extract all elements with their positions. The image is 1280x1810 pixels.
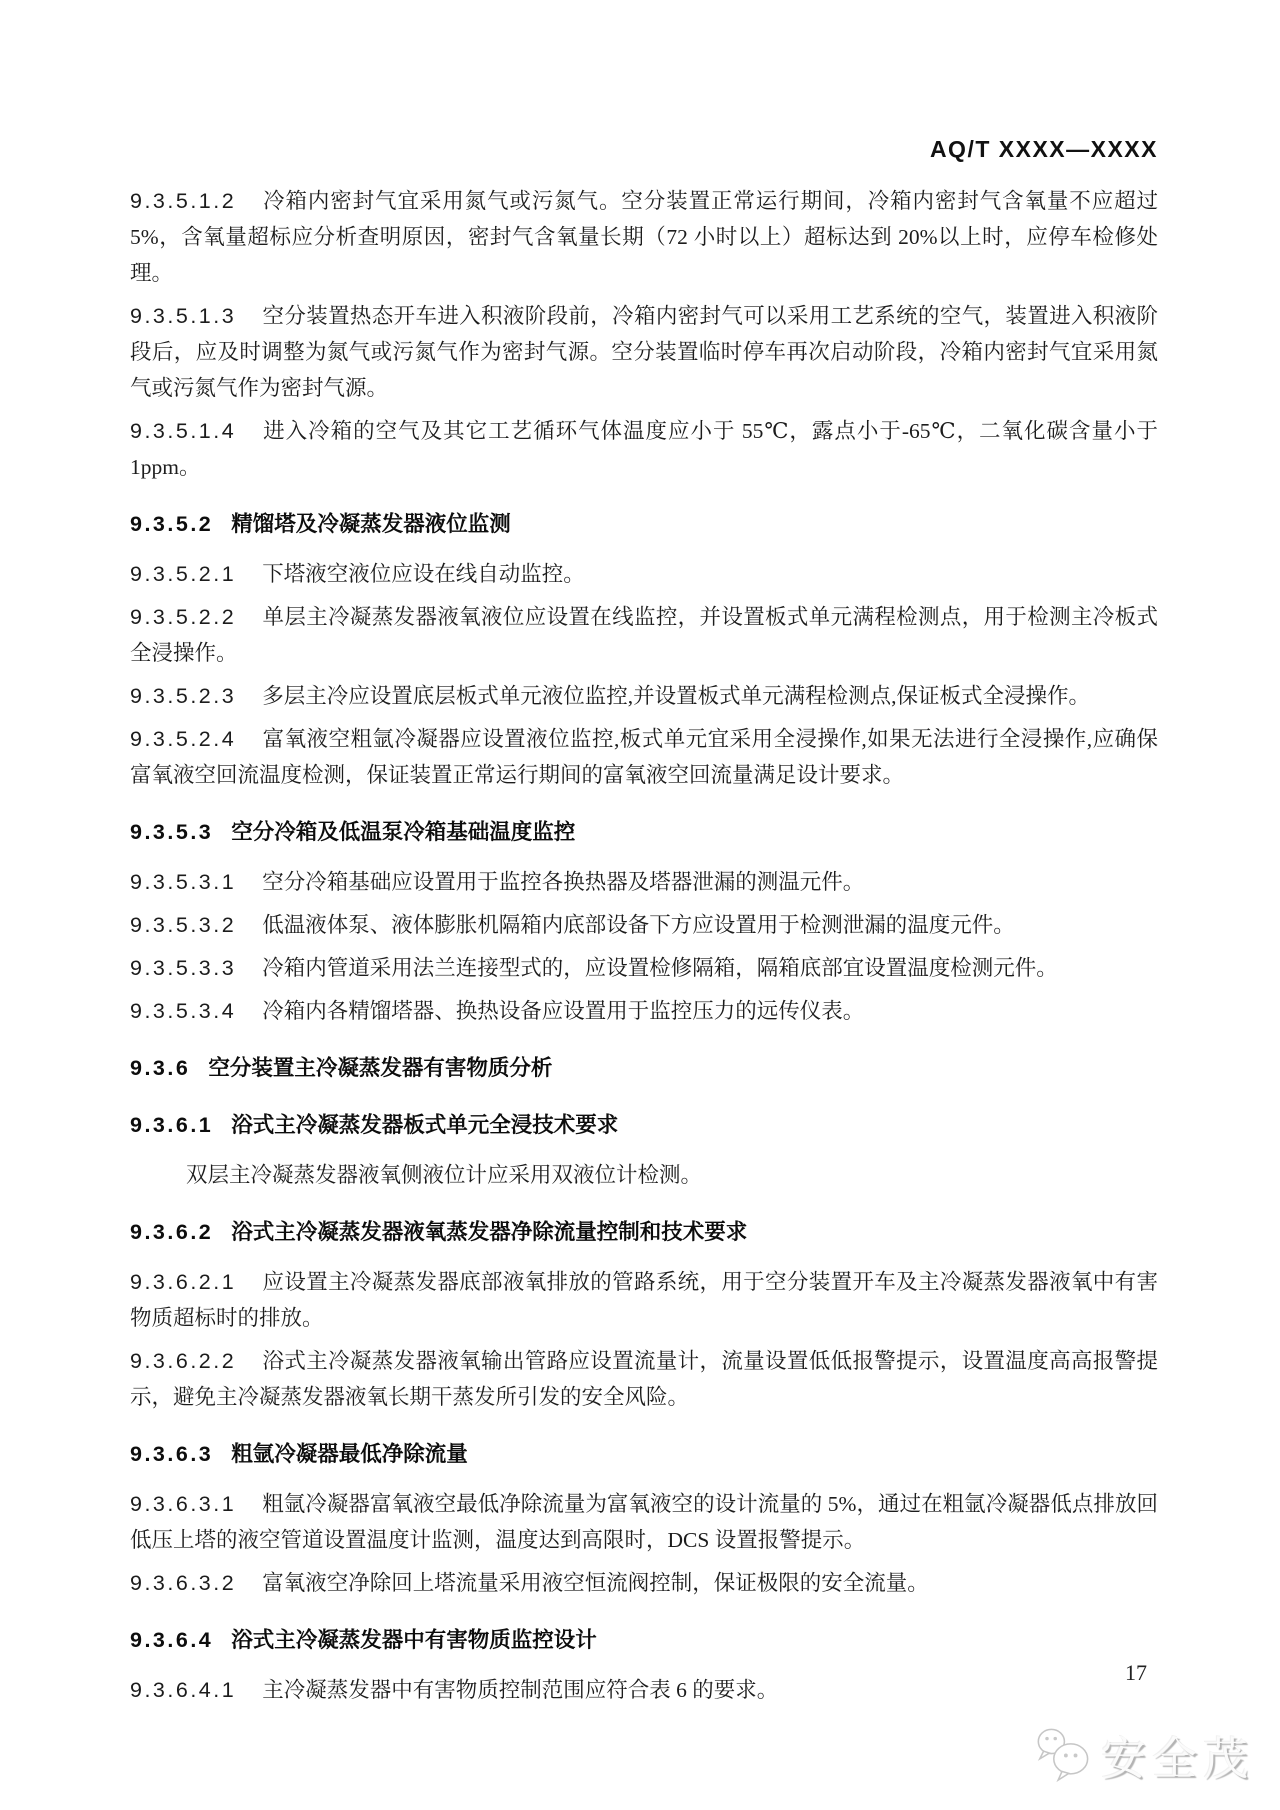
clause-number: 9.3.6.2	[130, 1220, 214, 1244]
clause-number: 9.3.5.1.2	[130, 189, 237, 213]
clause-number: 9.3.6.4.1	[130, 1678, 237, 1702]
clause-text: 冷箱内密封气宜采用氮气或污氮气。空分装置正常运行期间，冷箱内密封气含氧量不应超过 5%，含氧量超标应分析查明原因，密封气含氧量长期（72 小时以上）超标达到 20%以上时，应停车检修处理。	[130, 189, 1158, 285]
clause-number: 9.3.5.2.1	[130, 562, 237, 586]
clause-text: 冷箱内管道采用法兰连接型式的，应设置检修隔箱，隔箱底部宜设置温度检测元件。	[262, 956, 1058, 980]
wechat-bubbles-icon	[1031, 1726, 1093, 1784]
section-heading	[130, 1622, 1158, 1658]
clause-number: 9.3.5.1.4	[130, 419, 237, 443]
clause-text: 单层主冷凝蒸发器液氧液位应设置在线监控，并设置板式单元满程检测点，用于检测主冷板式全浸操作。	[130, 605, 1158, 665]
clause-text: 空分装置主冷凝蒸发器有害物质分析	[208, 1056, 553, 1080]
clause-number: 9.3.6.4	[130, 1628, 214, 1652]
section-heading	[130, 1436, 1158, 1472]
clause-number: 9.3.5.3.2	[130, 913, 237, 937]
clause-paragraph	[130, 1486, 1158, 1558]
clause-number: 9.3.5.2.2	[130, 605, 237, 629]
clause-number: 9.3.5.3.4	[130, 999, 237, 1023]
clause-paragraph	[130, 298, 1158, 406]
clause-number: 9.3.6.1	[130, 1113, 214, 1137]
clause-text: 粗氩冷凝器最低净除流量	[231, 1442, 468, 1466]
clause-number: 9.3.5.1.3	[130, 304, 237, 328]
clause-number: 9.3.5.3.1	[130, 870, 237, 894]
clause-paragraph	[130, 864, 1158, 900]
clause-text: 粗氩冷凝器富氧液空最低净除流量为富氧液空的设计流量的 5%，通过在粗氩冷凝器低点排放回低压上塔的液空管道设置温度计监测，温度达到高限时，DCS 设置报警提示。	[130, 1492, 1158, 1552]
clause-paragraph	[130, 1157, 1158, 1193]
clause-text: 空分装置热态开车进入积液阶段前，冷箱内密封气可以采用工艺系统的空气，装置进入积液阶段后，应及时调整为氮气或污氮气作为密封气源。空分装置临时停车再次启动阶段，冷箱内密封气宜采用氮气或污氮气作为密封气源。	[130, 304, 1158, 400]
page-number: 17	[1125, 1660, 1147, 1685]
clause-number: 9.3.6	[130, 1056, 191, 1080]
clause-number: 9.3.5.2	[130, 512, 214, 536]
clause-number: 9.3.6.2.2	[130, 1349, 237, 1373]
section-heading	[130, 1214, 1158, 1250]
clause-paragraph	[130, 413, 1158, 485]
clause-text: 应设置主冷凝蒸发器底部液氧排放的管路系统，用于空分装置开车及主冷凝蒸发器液氧中有害物质超标时的排放。	[130, 1270, 1158, 1330]
clause-number: 9.3.5.3	[130, 820, 214, 844]
section-heading	[130, 1107, 1158, 1143]
clause-text: 空分冷箱及低温泵冷箱基础温度监控	[231, 820, 576, 844]
clause-text: 浴式主冷凝蒸发器中有害物质监控设计	[231, 1628, 597, 1652]
clause-text: 双层主冷凝蒸发器液氧侧液位计应采用双液位计检测。	[186, 1163, 703, 1187]
clause-paragraph	[130, 678, 1158, 714]
watermark	[1031, 1722, 1254, 1787]
clause-paragraph	[130, 556, 1158, 592]
clause-number: 9.3.6.2.1	[130, 1270, 237, 1294]
clause-paragraph	[130, 907, 1158, 943]
clause-paragraph	[130, 950, 1158, 986]
clause-text: 浴式主冷凝蒸发器液氧蒸发器净除流量控制和技术要求	[231, 1220, 748, 1244]
clause-paragraph	[130, 599, 1158, 671]
clause-number: 9.3.5.2.4	[130, 727, 237, 751]
clause-number: 9.3.5.3.3	[130, 956, 237, 980]
clause-text: 多层主冷应设置底层板式单元液位监控,并设置板式单元满程检测点,保证板式全浸操作。	[262, 684, 1090, 708]
clause-number: 9.3.6.3.2	[130, 1571, 237, 1595]
watermark-text: 安全茂	[1100, 1733, 1254, 1784]
clause-text: 浴式主冷凝蒸发器液氧输出管路应设置流量计，流量设置低低报警提示，设置温度高高报警提示，避免主冷凝蒸发器液氧长期干蒸发所引发的安全风险。	[130, 1349, 1158, 1409]
clause-text: 精馏塔及冷凝蒸发器液位监测	[231, 512, 511, 536]
clause-text: 进入冷箱的空气及其它工艺循环气体温度应小于 55℃，露点小于-65℃，二氧化碳含量小于 1ppm。	[130, 419, 1158, 479]
clause-paragraph	[130, 183, 1158, 291]
section-heading	[130, 814, 1158, 850]
document-body	[130, 183, 1158, 1708]
clause-paragraph	[130, 1672, 1158, 1708]
standard-number-header: AQ/T XXXX—XXXX	[929, 136, 1158, 162]
clause-paragraph	[130, 1264, 1158, 1336]
clause-number: 9.3.6.3.1	[130, 1492, 237, 1516]
clause-text: 冷箱内各精馏塔器、换热设备应设置用于监控压力的远传仪表。	[262, 999, 865, 1023]
clause-paragraph	[130, 993, 1158, 1029]
clause-text: 浴式主冷凝蒸发器板式单元全浸技术要求	[231, 1113, 619, 1137]
clause-number: 9.3.5.2.3	[130, 684, 237, 708]
clause-text: 空分冷箱基础应设置用于监控各换热器及塔器泄漏的测温元件。	[262, 870, 865, 894]
clause-text: 主冷凝蒸发器中有害物质控制范围应符合表 6 的要求。	[262, 1678, 779, 1702]
section-heading	[130, 1050, 1158, 1086]
clause-paragraph	[130, 721, 1158, 793]
clause-paragraph	[130, 1565, 1158, 1601]
clause-number: 9.3.6.3	[130, 1442, 214, 1466]
clause-text: 下塔液空液位应设在线自动监控。	[262, 562, 585, 586]
section-heading	[130, 506, 1158, 542]
clause-paragraph	[130, 1343, 1158, 1415]
clause-text: 富氧液空粗氩冷凝器应设置液位监控,板式单元宜采用全浸操作,如果无法进行全浸操作,应确保富氧液空回流温度检测，保证装置正常运行期间的富氧液空回流量满足设计要求。	[130, 727, 1158, 787]
clause-text: 富氧液空净除回上塔流量采用液空恒流阀控制，保证极限的安全流量。	[262, 1571, 929, 1595]
clause-text: 低温液体泵、液体膨胀机隔箱内底部设备下方应设置用于检测泄漏的温度元件。	[262, 913, 1015, 937]
document-content	[130, 136, 1158, 1715]
